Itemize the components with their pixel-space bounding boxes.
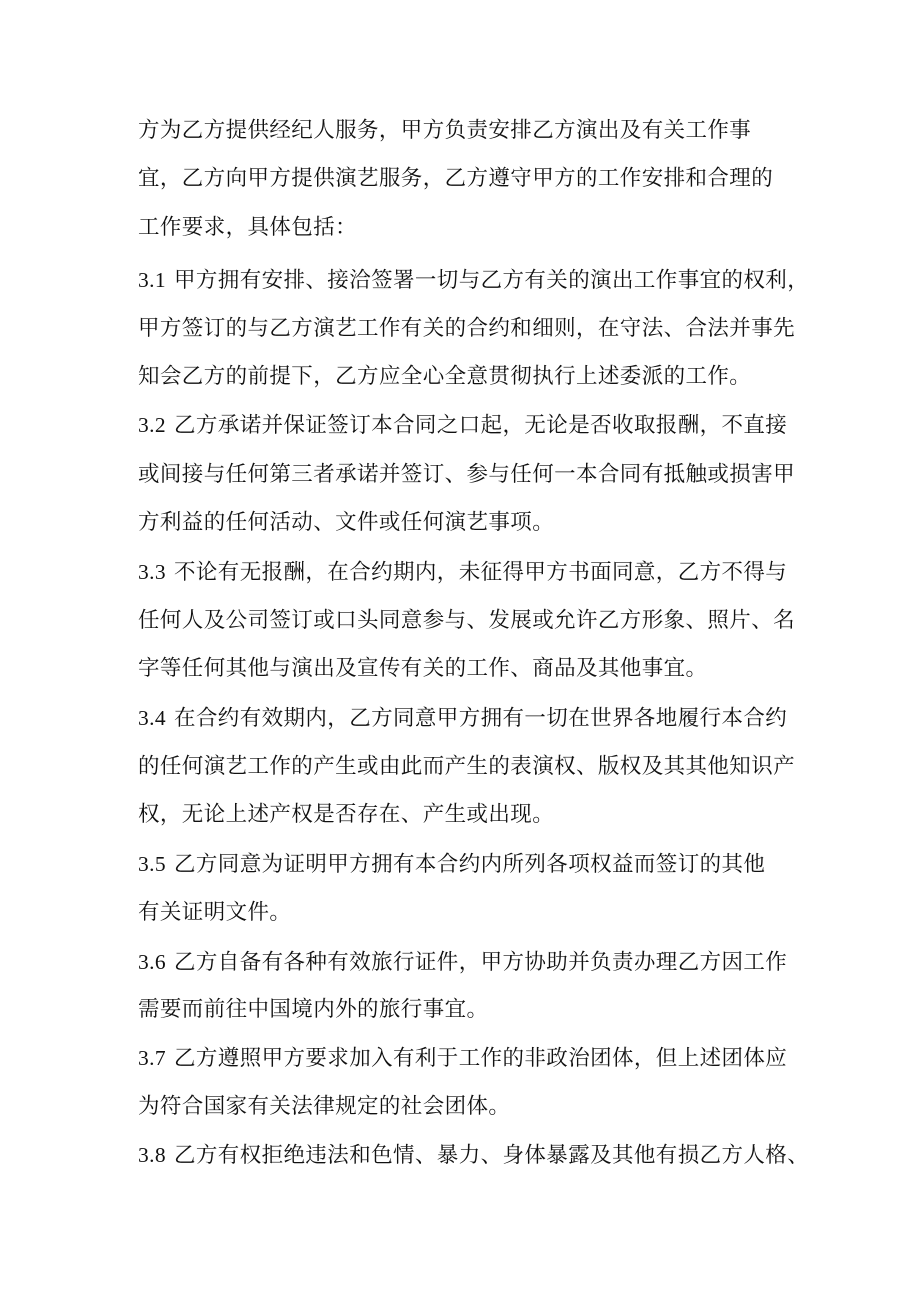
text-line: 的任何演艺工作的产生或由此而产生的表演权、版权及其其他知识产 bbox=[138, 754, 796, 779]
text-line: 需要而前往中国境内外的旅行事宜。 bbox=[138, 997, 489, 1022]
clause-3-4-line bbox=[138, 703, 787, 734]
clause-number: 3.1 bbox=[138, 268, 167, 292]
clause-text: 甲方拥有安排、接洽签署一切与乙方有关的演出工作事宜的权利， bbox=[174, 268, 810, 293]
clause-number: 3.4 bbox=[138, 706, 167, 730]
clause-3-2-line bbox=[138, 410, 787, 441]
text-line: 宜，乙方向甲方提供演艺服务，乙方遵守甲方的工作安排和合理的 bbox=[138, 166, 774, 191]
clause-3-3-line bbox=[138, 557, 787, 588]
clause-3-1-line bbox=[138, 265, 809, 296]
clause-text: 乙方有权拒绝违法和色情、暴力、身体暴露及其他有损乙方人格、 bbox=[174, 1143, 810, 1168]
clause-number: 3.8 bbox=[138, 1143, 167, 1167]
clause-number: 3.6 bbox=[138, 950, 167, 974]
text-line: 方利益的任何活动、文件或任何演艺事项。 bbox=[138, 510, 555, 535]
clause-number: 3.7 bbox=[138, 1046, 167, 1070]
clause-3-5-line bbox=[138, 849, 765, 880]
text-line: 字等任何其他与演出及宣传有关的工作、商品及其他事宜。 bbox=[138, 656, 708, 681]
clause-text: 乙方同意为证明甲方拥有本合约内所列各项权益而签订的其他 bbox=[174, 852, 766, 877]
clause-text: 不论有无报酬，在合约期内，未征得甲方书面同意，乙方不得与 bbox=[174, 560, 788, 585]
clause-text: 乙方遵照甲方要求加入有利于工作的非政治团体，但上述团体应 bbox=[174, 1046, 788, 1071]
text-line: 知会乙方的前提下，乙方应全心全意贯彻执行上述委派的工作。 bbox=[138, 364, 752, 389]
clause-number: 3.2 bbox=[138, 413, 167, 437]
clause-number: 3.3 bbox=[138, 560, 167, 584]
clause-text: 乙方自备有各种有效旅行证件，甲方协助并负责办理乙方因工作 bbox=[174, 950, 788, 975]
text-line: 工作要求，具体包括： bbox=[138, 215, 358, 240]
text-line: 为符合国家有关法律规定的社会团体。 bbox=[138, 1094, 511, 1119]
clause-text: 乙方承诺并保证签订本合同之口起，无论是否收取报酬，不直接 bbox=[174, 413, 788, 438]
clause-3-8-line bbox=[138, 1140, 809, 1171]
clause-3-7-line bbox=[138, 1043, 787, 1074]
text-line: 权，无论上述产权是否存在、产生或出现。 bbox=[138, 802, 555, 827]
text-line: 或间接与任何第三者承诺并签订、参与任何一本合同有抵触或损害甲 bbox=[138, 462, 796, 487]
text-line: 有关证明文件。 bbox=[138, 900, 292, 925]
text-line: 甲方签订的与乙方演艺工作有关的合约和细则，在守法、合法并事先 bbox=[138, 316, 796, 341]
clause-number: 3.5 bbox=[138, 852, 167, 876]
text-line: 方为乙方提供经纪人服务，甲方负责安排乙方演出及有关工作事 bbox=[138, 118, 752, 143]
text-line: 任何人及公司签订或口头同意参与、发展或允许乙方形象、照片、名 bbox=[138, 608, 796, 633]
clause-text: 在合约有效期内，乙方同意甲方拥有一切在世界各地履行本合约 bbox=[174, 706, 788, 731]
clause-3-6-line bbox=[138, 947, 787, 978]
